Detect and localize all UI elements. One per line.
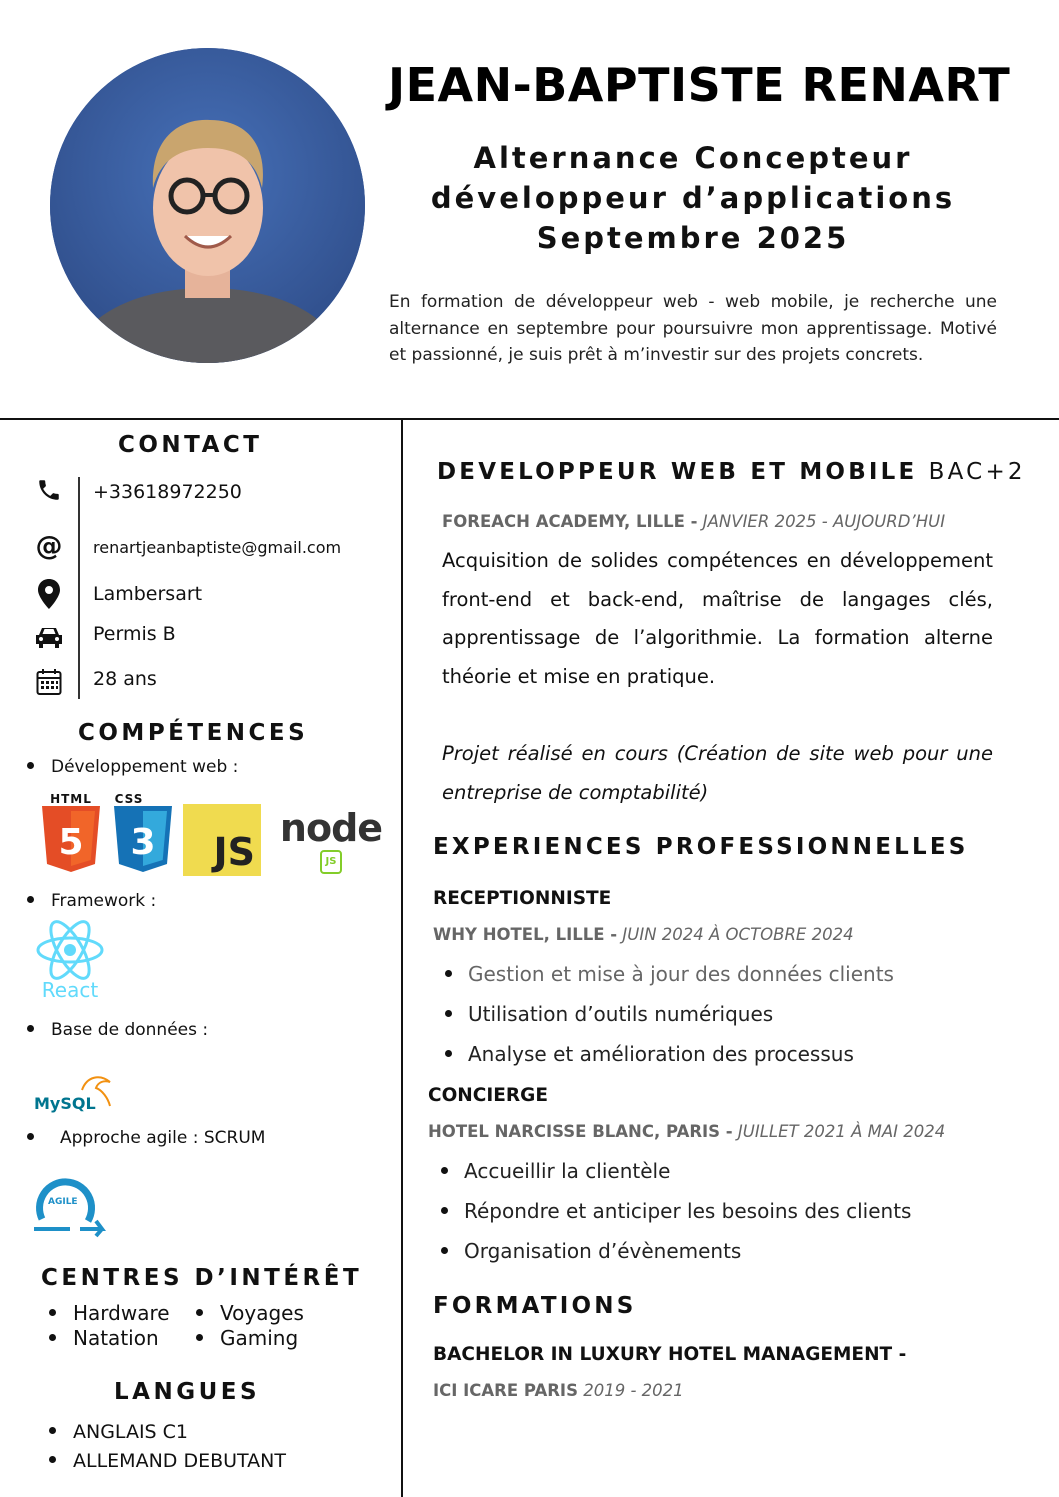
city: Lambersart [93, 583, 203, 605]
html5-logo: HTML 5 [40, 792, 102, 877]
job-title-line-3: Septembre 2025 [536, 221, 850, 255]
agile-logo: AGILE [30, 1173, 106, 1239]
training-title: DEVELOPPEUR WEB ET MOBILE BAC+2 [437, 459, 1026, 485]
column-divider [401, 419, 403, 1497]
job-task: Utilisation d’outils numériques [445, 1002, 773, 1026]
job-task: Analyse et amélioration des processus [445, 1042, 854, 1066]
interest-item: Voyages [196, 1301, 304, 1325]
candidate-name: JEAN-BAPTISTE RENART [388, 58, 1011, 112]
training-description: Acquisition de solides compétences en développement front-end et back-end, maîtrise de langages clés, apprentissage de l’algorithmie. La formation alterne théorie et mise en pratique. [442, 549, 993, 688]
phone-icon [34, 475, 64, 505]
contact-divider [78, 477, 80, 699]
interests-title: CENTRES D’INTÉRÊT [41, 1265, 363, 1291]
at-icon: @ [35, 530, 63, 562]
nodejs-logo: node JS [276, 808, 386, 872]
formations-title: FORMATIONS [433, 1293, 637, 1319]
location-pin-icon [34, 579, 64, 609]
job-title [388, 138, 998, 258]
interest-item: Hardware [49, 1301, 170, 1325]
job-task: Accueillir la clientèle [441, 1159, 670, 1183]
job-company-dates: WHY HOTEL, LILLE - JUIN 2024 À OCTOBRE 2024 [433, 925, 854, 944]
interest-item: Natation [49, 1326, 159, 1350]
skill-agile-label: Approche agile : SCRUM [27, 1128, 265, 1148]
degree-school-dates: ICI ICARE PARIS 2019 - 2021 [433, 1381, 684, 1400]
job-task: Organisation d’évènements [441, 1239, 741, 1263]
email-address[interactable]: renartjeanbaptiste@gmail.com [93, 538, 342, 557]
skill-db-label: Base de données : [27, 1020, 208, 1040]
skills-title: COMPÉTENCES [78, 720, 309, 746]
car-icon [34, 623, 64, 653]
job-task: Gestion et mise à jour des données clients [445, 962, 894, 986]
css3-logo: CSS 3 [112, 792, 174, 877]
intro-paragraph: En formation de développeur web - web mobile, je recherche une alternance en septembre pour poursuivre mon apprentissage. Motivé et passionné, je suis prêt à m’investir sur des projets concrets. [389, 292, 997, 365]
profile-photo [50, 48, 365, 363]
react-logo: React [34, 920, 106, 1002]
language-item: ANGLAIS C1 [49, 1421, 188, 1443]
contact-title: CONTACT [118, 432, 263, 458]
driving-license: Permis B [93, 623, 176, 645]
language-item: ALLEMAND DEBUTANT [49, 1450, 286, 1472]
svg-text:3: 3 [130, 822, 156, 863]
experiences-title: EXPERIENCES PROFESSIONNELLES [433, 834, 969, 860]
training-project: Projet réalisé en cours (Création de site web pour une entreprise de comptabilité) [442, 742, 993, 804]
mysql-logo: MySQL [32, 1072, 116, 1116]
javascript-logo: JS [183, 804, 261, 876]
job-role: RECEPTIONNISTE [433, 888, 612, 909]
training-school-dates: FOREACH ACADEMY, LILLE - JANVIER 2025 - AUJOURD’HUI [442, 512, 946, 531]
calendar-icon [34, 667, 64, 697]
age: 28 ans [93, 668, 157, 690]
job-title-line-1: Alternance Concepteur [473, 141, 913, 175]
header-divider [0, 418, 1059, 420]
skill-web-label: Développement web : [27, 757, 238, 777]
job-company-dates: HOTEL NARCISSE BLANC, PARIS - JUILLET 2021 À MAI 2024 [428, 1122, 946, 1141]
svg-text:5: 5 [58, 822, 84, 863]
phone-number[interactable]: +33618972250 [93, 481, 242, 503]
languages-title: LANGUES [114, 1379, 261, 1405]
interest-item: Gaming [196, 1326, 298, 1350]
job-role: CONCIERGE [428, 1085, 548, 1106]
job-task: Répondre et anticiper les besoins des clients [441, 1199, 911, 1223]
skill-framework-label: Framework : [27, 891, 156, 911]
job-title-line-2: développeur d’applications [430, 181, 956, 215]
degree-title: BACHELOR IN LUXURY HOTEL MANAGEMENT - [433, 1344, 907, 1365]
